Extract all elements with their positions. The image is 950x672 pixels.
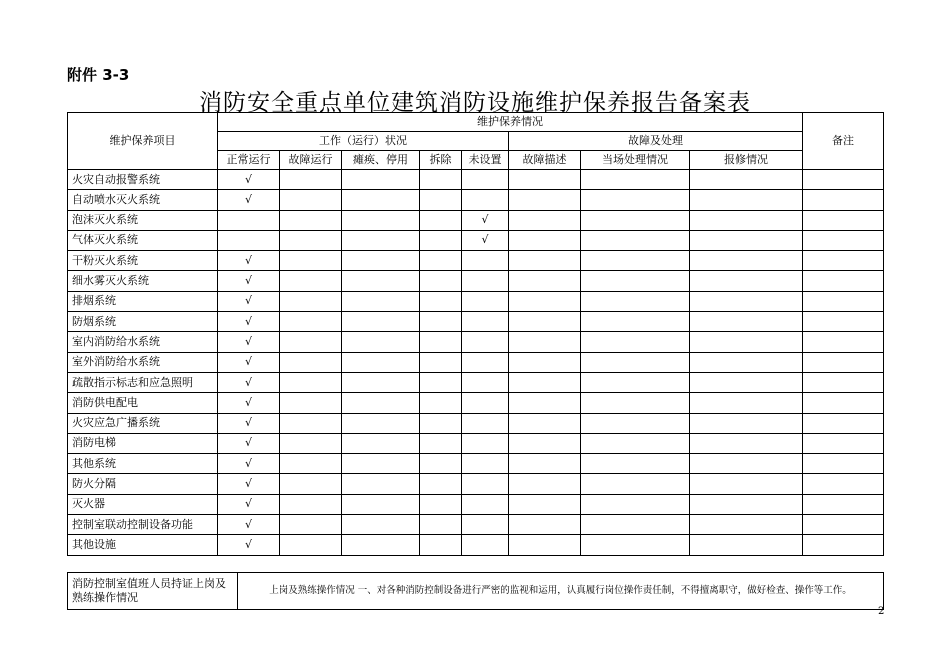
- row-cell: [690, 372, 803, 392]
- row-cell: [342, 474, 420, 494]
- row-cell: [509, 535, 581, 555]
- row-cell: √: [218, 454, 280, 474]
- row-cell: [280, 230, 342, 250]
- row-cell: [581, 393, 690, 413]
- row-cell: [342, 352, 420, 372]
- row-item-name: 火灾应急广播系统: [68, 413, 218, 433]
- row-cell: [509, 271, 581, 291]
- row-cell: [509, 230, 581, 250]
- row-cell: [462, 515, 509, 535]
- row-cell: [342, 393, 420, 413]
- row-item-name: 控制室联动控制设备功能: [68, 515, 218, 535]
- row-cell: [420, 352, 462, 372]
- row-cell: [342, 291, 420, 311]
- table-row: [68, 271, 884, 291]
- row-cell: [280, 494, 342, 514]
- row-cell: √: [218, 190, 280, 210]
- row-cell: [280, 352, 342, 372]
- row-cell: [462, 291, 509, 311]
- footer-table: [67, 572, 884, 610]
- row-cell: [690, 535, 803, 555]
- row-cell: [509, 332, 581, 352]
- row-cell: [280, 413, 342, 433]
- subheader-normal: 正常运行: [218, 151, 280, 170]
- row-cell: [509, 291, 581, 311]
- row-cell: [581, 535, 690, 555]
- row-cell: [462, 372, 509, 392]
- table-row: [68, 251, 884, 271]
- row-cell: [581, 332, 690, 352]
- row-cell: [803, 515, 884, 535]
- row-item-name: 消防电梯: [68, 433, 218, 453]
- row-cell: [420, 454, 462, 474]
- table-row: [68, 494, 884, 514]
- row-cell: [803, 210, 884, 230]
- row-cell: [581, 372, 690, 392]
- row-cell: [342, 413, 420, 433]
- row-cell: √: [218, 352, 280, 372]
- row-cell: [280, 515, 342, 535]
- row-cell: [280, 170, 342, 190]
- row-cell: [803, 433, 884, 453]
- row-cell: [803, 413, 884, 433]
- row-cell: [509, 312, 581, 332]
- row-cell: √: [218, 433, 280, 453]
- row-cell: [342, 271, 420, 291]
- row-cell: [342, 210, 420, 230]
- row-cell: [280, 393, 342, 413]
- header-item: 维护保养项目: [68, 113, 218, 170]
- row-cell: [581, 291, 690, 311]
- row-cell: [509, 210, 581, 230]
- row-cell: [803, 271, 884, 291]
- row-cell: [280, 372, 342, 392]
- row-cell: [803, 230, 884, 250]
- row-cell: [420, 535, 462, 555]
- table-row: [68, 515, 884, 535]
- row-cell: [690, 291, 803, 311]
- row-cell: √: [218, 271, 280, 291]
- row-cell: [420, 332, 462, 352]
- row-cell: [509, 393, 581, 413]
- row-cell: √: [218, 291, 280, 311]
- row-cell: √: [218, 372, 280, 392]
- row-cell: [462, 190, 509, 210]
- row-cell: [581, 433, 690, 453]
- row-cell: [280, 474, 342, 494]
- row-cell: √: [218, 413, 280, 433]
- row-cell: [462, 271, 509, 291]
- row-cell: [803, 170, 884, 190]
- subheader-not-installed: 未设置: [462, 151, 509, 170]
- subheader-paralyzed: 瘫痪、停用: [342, 151, 420, 170]
- row-cell: [280, 210, 342, 230]
- row-cell: [462, 170, 509, 190]
- row-cell: [509, 372, 581, 392]
- row-cell: [462, 332, 509, 352]
- row-cell: √: [462, 210, 509, 230]
- row-cell: [280, 454, 342, 474]
- row-item-name: 其他设施: [68, 535, 218, 555]
- row-cell: [420, 372, 462, 392]
- row-cell: [420, 291, 462, 311]
- table-row: [68, 372, 884, 392]
- row-cell: [581, 210, 690, 230]
- row-cell: [803, 291, 884, 311]
- row-cell: [342, 312, 420, 332]
- row-cell: [581, 454, 690, 474]
- row-cell: [581, 312, 690, 332]
- row-cell: [509, 433, 581, 453]
- attachment-label: 附件 3-3: [67, 66, 130, 84]
- row-cell: [581, 251, 690, 271]
- table-row: [68, 170, 884, 190]
- row-cell: √: [218, 312, 280, 332]
- row-cell: [690, 474, 803, 494]
- table-row: [68, 433, 884, 453]
- row-cell: [509, 454, 581, 474]
- row-cell: [690, 393, 803, 413]
- row-cell: [581, 190, 690, 210]
- table-row: [68, 291, 884, 311]
- row-cell: [462, 494, 509, 514]
- row-cell: [342, 454, 420, 474]
- row-cell: [690, 332, 803, 352]
- row-cell: [462, 312, 509, 332]
- row-cell: [420, 170, 462, 190]
- row-item-name: 其他系统: [68, 454, 218, 474]
- row-cell: [581, 413, 690, 433]
- row-cell: [581, 494, 690, 514]
- subheader-fault-desc: 故障描述: [509, 151, 581, 170]
- row-cell: [342, 251, 420, 271]
- page-title: 消防安全重点单位建筑消防设施维护保养报告备案表: [199, 90, 751, 116]
- table-row: [68, 474, 884, 494]
- row-cell: [462, 474, 509, 494]
- row-cell: [462, 535, 509, 555]
- row-cell: [690, 271, 803, 291]
- page-number: 2: [878, 606, 885, 617]
- row-cell: [462, 433, 509, 453]
- table-row: [68, 535, 884, 555]
- row-cell: [581, 515, 690, 535]
- row-item-name: 细水雾灭火系统: [68, 271, 218, 291]
- footer-text: 上岗及熟练操作情况 一、对各种消防控制设备进行严密的监视和运用，认真履行岗位操作责任制，不得擅离职守，做好检查、操作等工作。: [238, 573, 884, 610]
- row-cell: √: [218, 393, 280, 413]
- row-cell: [342, 230, 420, 250]
- header-maintenance-status: 维护保养情况: [218, 113, 803, 132]
- row-cell: [462, 393, 509, 413]
- row-cell: [509, 413, 581, 433]
- row-cell: [280, 332, 342, 352]
- row-cell: [581, 170, 690, 190]
- row-item-name: 自动喷水灭火系统: [68, 190, 218, 210]
- row-cell: [509, 190, 581, 210]
- row-cell: [803, 352, 884, 372]
- row-cell: [280, 433, 342, 453]
- row-cell: [803, 474, 884, 494]
- header-remark: 备注: [803, 113, 884, 170]
- footer-label: 消防控制室值班人员持证上岗及熟练操作情况: [68, 573, 238, 610]
- row-cell: [280, 535, 342, 555]
- row-item-name: 气体灭火系统: [68, 230, 218, 250]
- row-cell: [420, 433, 462, 453]
- row-item-name: 防火分隔: [68, 474, 218, 494]
- row-item-name: 防烟系统: [68, 312, 218, 332]
- row-cell: √: [218, 170, 280, 190]
- row-cell: [280, 271, 342, 291]
- subheader-removed: 拆除: [420, 151, 462, 170]
- row-cell: [509, 474, 581, 494]
- row-cell: √: [218, 332, 280, 352]
- maintenance-table: [67, 112, 884, 556]
- table-row: [68, 190, 884, 210]
- row-cell: [690, 230, 803, 250]
- table-row: [68, 312, 884, 332]
- row-cell: [420, 210, 462, 230]
- subheader-fault-running: 故障运行: [280, 151, 342, 170]
- row-item-name: 干粉灭火系统: [68, 251, 218, 271]
- row-cell: [420, 413, 462, 433]
- row-cell: [803, 190, 884, 210]
- row-cell: [803, 251, 884, 271]
- row-cell: √: [218, 494, 280, 514]
- row-cell: [342, 170, 420, 190]
- row-cell: [803, 454, 884, 474]
- row-item-name: 室外消防给水系统: [68, 352, 218, 372]
- table-row: [68, 230, 884, 250]
- row-item-name: 消防供电配电: [68, 393, 218, 413]
- table-row: [68, 454, 884, 474]
- row-cell: [420, 190, 462, 210]
- row-cell: [342, 535, 420, 555]
- row-cell: √: [218, 515, 280, 535]
- row-cell: [803, 494, 884, 514]
- row-item-name: 灭火器: [68, 494, 218, 514]
- row-item-name: 排烟系统: [68, 291, 218, 311]
- row-cell: [690, 454, 803, 474]
- row-cell: [690, 352, 803, 372]
- row-cell: [342, 190, 420, 210]
- row-cell: [420, 393, 462, 413]
- table-row: [68, 352, 884, 372]
- row-cell: [342, 494, 420, 514]
- row-cell: [581, 352, 690, 372]
- row-cell: [690, 433, 803, 453]
- row-cell: [690, 312, 803, 332]
- row-cell: [342, 332, 420, 352]
- row-cell: [690, 251, 803, 271]
- row-cell: [420, 251, 462, 271]
- row-cell: [462, 251, 509, 271]
- row-cell: [690, 170, 803, 190]
- row-cell: [690, 515, 803, 535]
- row-cell: [420, 230, 462, 250]
- row-cell: [280, 291, 342, 311]
- row-cell: [342, 515, 420, 535]
- header-work-status: 工作（运行）状况: [218, 132, 509, 151]
- row-cell: [509, 352, 581, 372]
- row-cell: [280, 251, 342, 271]
- row-cell: [581, 474, 690, 494]
- row-item-name: 疏散指示标志和应急照明: [68, 372, 218, 392]
- row-cell: [420, 312, 462, 332]
- row-cell: [280, 190, 342, 210]
- row-cell: [690, 413, 803, 433]
- row-item-name: 火灾自动报警系统: [68, 170, 218, 190]
- row-cell: [803, 372, 884, 392]
- row-item-name: 室内消防给水系统: [68, 332, 218, 352]
- row-cell: [690, 210, 803, 230]
- subheader-repair: 报修情况: [690, 151, 803, 170]
- row-cell: [420, 494, 462, 514]
- row-cell: [342, 433, 420, 453]
- row-cell: √: [218, 535, 280, 555]
- row-cell: [803, 393, 884, 413]
- row-cell: [280, 312, 342, 332]
- row-cell: [803, 312, 884, 332]
- table-row: [68, 393, 884, 413]
- row-cell: [509, 494, 581, 514]
- row-cell: [420, 474, 462, 494]
- row-cell: √: [218, 474, 280, 494]
- row-item-name: 泡沫灭火系统: [68, 210, 218, 230]
- table-row: [68, 413, 884, 433]
- row-cell: [218, 230, 280, 250]
- row-cell: [420, 515, 462, 535]
- table-row: [68, 332, 884, 352]
- row-cell: [509, 515, 581, 535]
- row-cell: [690, 190, 803, 210]
- row-cell: [462, 352, 509, 372]
- row-cell: [342, 372, 420, 392]
- subheader-onsite: 当场处理情况: [581, 151, 690, 170]
- row-cell: √: [218, 251, 280, 271]
- row-cell: [509, 251, 581, 271]
- row-cell: [462, 413, 509, 433]
- row-cell: [581, 230, 690, 250]
- row-cell: [581, 271, 690, 291]
- row-cell: [218, 210, 280, 230]
- row-cell: [803, 332, 884, 352]
- row-cell: [462, 454, 509, 474]
- row-cell: [420, 271, 462, 291]
- header-fault-handling: 故障及处理: [509, 132, 803, 151]
- row-cell: [690, 494, 803, 514]
- row-cell: [803, 535, 884, 555]
- row-cell: [509, 170, 581, 190]
- table-row: [68, 210, 884, 230]
- row-cell: √: [462, 230, 509, 250]
